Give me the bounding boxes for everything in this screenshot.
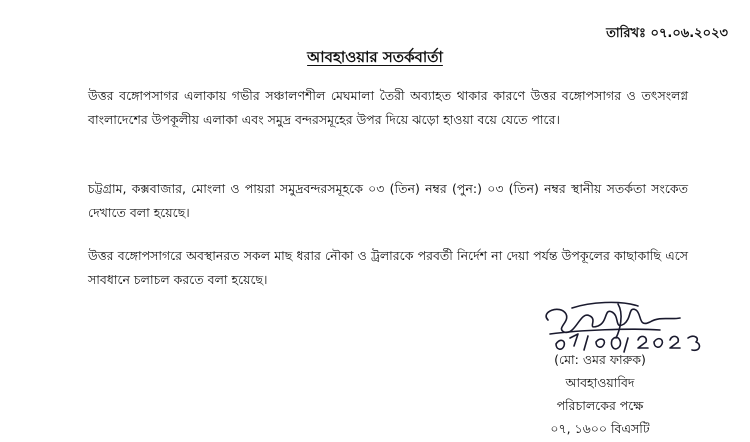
document-title: আবহাওয়ার সতর্কবার্তা [307, 48, 443, 66]
document-date: তারিখঃ ০৭.০৬.২০২৩ [606, 26, 728, 41]
signatory-on-behalf: পরিচালকের পক্ষে [556, 398, 644, 413]
title-container [0, 46, 750, 71]
signature-block [510, 348, 690, 440]
paragraph-2: চট্টগ্রাম, কক্সবাজার, মোংলা ও পায়রা সমুদ্রবন্দরসমূহকে ০৩ (তিন) নম্বর (পুন:) ০৩ (তিন) নম্বর স্থানীয় সতর্কতা সংকেত দেখাতে বলা হয়েছে। [88, 181, 688, 220]
paragraph-3: উত্তর বঙ্গোপসাগরে অবস্থানরত সকল মাছ ধরার নৌকা ও ট্রলারকে পরবর্তী নির্দেশ না দেয়া পর্যন্ত উপকূলের কাছাকাছি এসে সাবধানে চলাচল করতে বলা হয়েছে। [88, 248, 688, 287]
signatory-name: (মো: ওমর ফারুক) [554, 352, 646, 367]
signatory-designation: আবহাওয়াবিদ [565, 375, 635, 390]
issue-time: ০৭, ১৬০০ বিএসটি [550, 421, 650, 436]
paragraph-1: উত্তর বঙ্গোপসাগর এলাকায় গভীর সঞ্চালণশীল মেঘমালা তৈরী অব্যাহত থাকার কারণে উত্তর বঙ্গোপসাগর ও তৎসংলগ্ন বাংলাদেশের উপকূলীয় এলাকা এবং সমুদ্র বন্দরসমূহের উপর দিয়ে ঝড়ো হাওয়া বয়ে যেতে পারে। [88, 88, 688, 127]
